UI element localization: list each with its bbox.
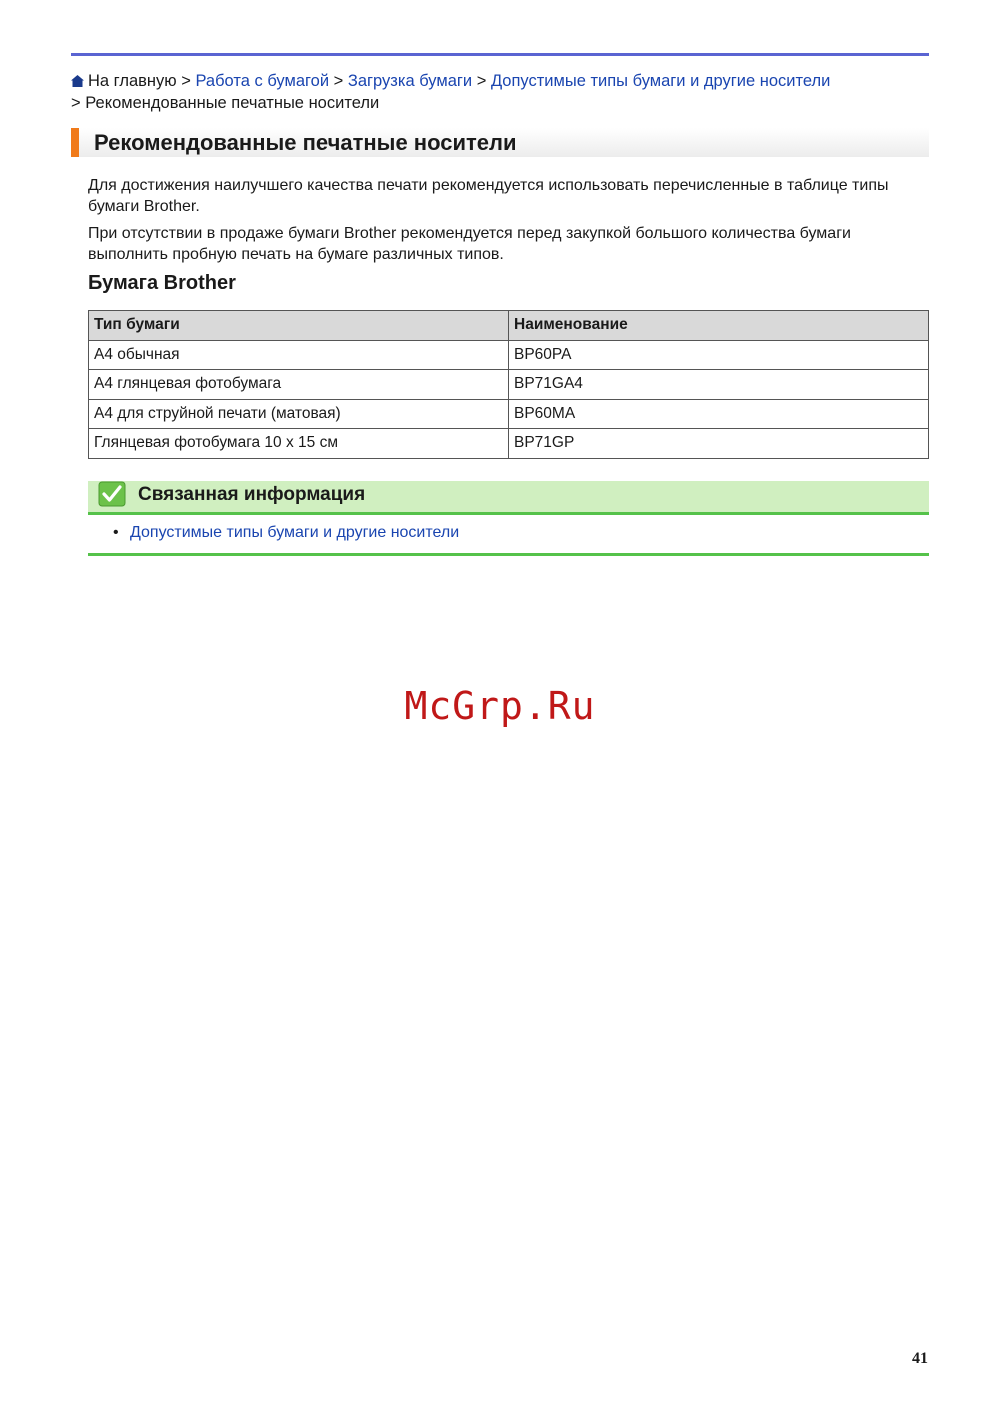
- cell-name: BP60MA: [509, 399, 929, 429]
- checkmark-icon: [98, 481, 126, 507]
- breadcrumb-home[interactable]: На главную: [88, 72, 177, 90]
- breadcrumb-separator: >: [71, 94, 81, 112]
- breadcrumb-separator: >: [181, 72, 191, 90]
- breadcrumb: [71, 70, 831, 114]
- cell-name: BP60PA: [509, 340, 929, 370]
- table-row: [89, 370, 929, 400]
- bullet: •: [113, 524, 119, 541]
- table-row: [89, 340, 929, 370]
- related-info-header: [88, 481, 929, 515]
- cell-paper-type: A4 глянцевая фотобумага: [89, 370, 509, 400]
- cell-paper-type: A4 обычная: [89, 340, 509, 370]
- related-info-title: Связанная информация: [138, 484, 366, 505]
- list-item: [113, 522, 459, 544]
- table-row: [89, 429, 929, 459]
- title-accent-bar: [71, 128, 79, 157]
- advice-paragraph: При отсутствии в продаже бумаги Brother рекомендуется перед закупкой большого количества бумаги выполнить пробную печать на бумаге различных типов.: [88, 225, 851, 263]
- intro-paragraph: Для достижения наилучшего качества печати рекомендуется использовать перечисленные в таблице типы бумаги Brother.: [88, 177, 889, 215]
- breadcrumb-separator: >: [476, 72, 487, 90]
- paper-table: [88, 310, 929, 459]
- cell-name: BP71GA4: [509, 370, 929, 400]
- cell-name: BP71GP: [509, 429, 929, 459]
- table-header-row: [89, 311, 929, 341]
- cell-paper-type: Глянцевая фотобумага 10 x 15 см: [89, 429, 509, 459]
- page-number: 41: [912, 1350, 928, 1367]
- page-title: Рекомендованные печатные носители: [94, 130, 517, 155]
- table-row: [89, 399, 929, 429]
- related-link-acceptable-paper[interactable]: Допустимые типы бумаги и другие носители: [130, 524, 460, 541]
- related-info-list: [113, 522, 459, 544]
- breadcrumb-link-load-paper[interactable]: Загрузка бумаги: [347, 72, 473, 90]
- top-rule: [71, 53, 929, 56]
- breadcrumb-link-acceptable-paper[interactable]: Допустимые типы бумаги и другие носители: [490, 72, 831, 90]
- breadcrumb-separator: >: [333, 72, 344, 90]
- breadcrumb-current: Рекомендованные печатные носители: [85, 94, 380, 112]
- home-icon[interactable]: [71, 75, 84, 87]
- bottom-rule: [88, 553, 929, 556]
- section-title: Бумага Brother: [88, 272, 236, 294]
- header-name: Наименование: [509, 311, 929, 341]
- page-title-bar: [71, 128, 929, 157]
- breadcrumb-link-paper-handling[interactable]: Работа с бумагой: [195, 72, 330, 90]
- header-paper-type: Тип бумаги: [89, 311, 509, 341]
- watermark: McGrp.Ru: [404, 684, 596, 728]
- cell-paper-type: A4 для струйной печати (матовая): [89, 399, 509, 429]
